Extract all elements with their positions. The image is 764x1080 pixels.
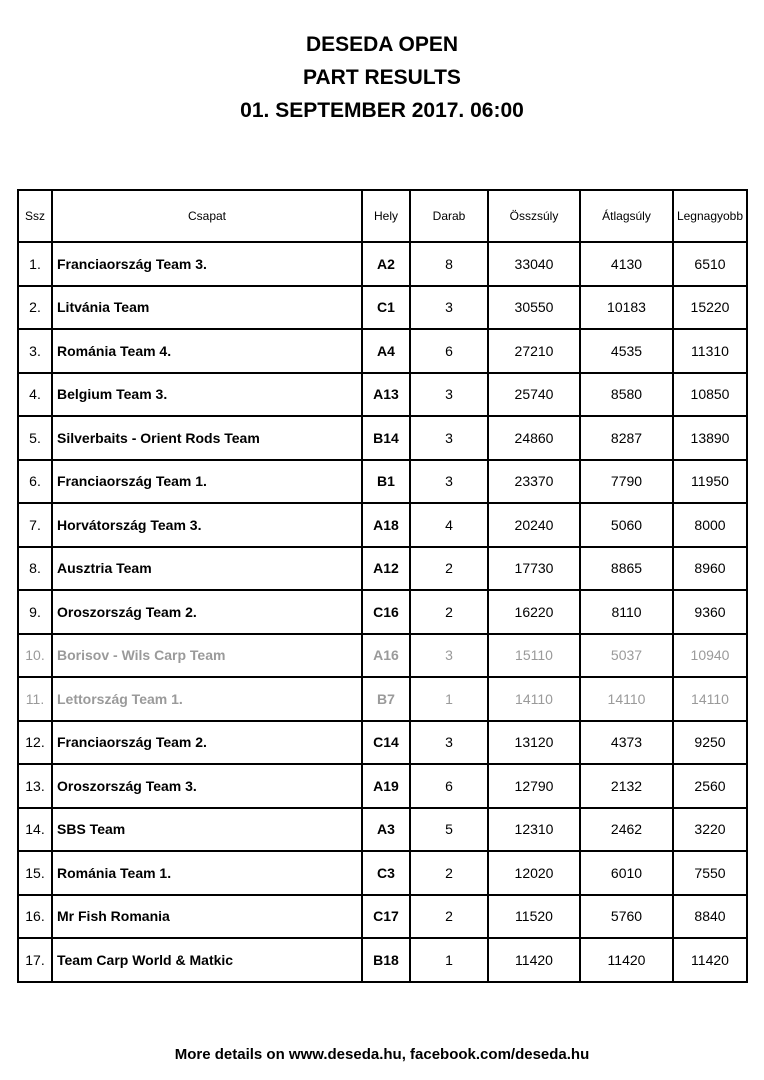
cell-atlagsuly: 5060 — [580, 503, 673, 547]
cell-atlagsuly: 4373 — [580, 721, 673, 765]
table-row — [18, 851, 747, 895]
cell-ssz: 8. — [18, 547, 52, 591]
table-row — [18, 503, 747, 547]
cell-legnagyobb: 2560 — [673, 764, 747, 808]
cell-osszsuly: 13120 — [488, 721, 580, 765]
table-row — [18, 373, 747, 417]
column-header-ssz: Ssz — [18, 190, 52, 242]
cell-darab: 1 — [410, 677, 488, 721]
table-body — [18, 242, 747, 982]
cell-darab: 6 — [410, 764, 488, 808]
column-header-osszsuly: Összsúly — [488, 190, 580, 242]
cell-hely: A2 — [362, 242, 410, 286]
column-header-csapat: Csapat — [52, 190, 362, 242]
cell-atlagsuly: 2462 — [580, 808, 673, 852]
cell-osszsuly: 12020 — [488, 851, 580, 895]
cell-team-name: Borisov - Wils Carp Team — [52, 634, 362, 678]
cell-hely: A3 — [362, 808, 410, 852]
cell-darab: 6 — [410, 329, 488, 373]
cell-team-name: Mr Fish Romania — [52, 895, 362, 939]
cell-hely: A13 — [362, 373, 410, 417]
cell-darab: 2 — [410, 851, 488, 895]
cell-legnagyobb: 15220 — [673, 286, 747, 330]
cell-atlagsuly: 8580 — [580, 373, 673, 417]
table-row — [18, 938, 747, 982]
table-row — [18, 242, 747, 286]
cell-atlagsuly: 5037 — [580, 634, 673, 678]
cell-darab: 2 — [410, 547, 488, 591]
cell-legnagyobb: 10940 — [673, 634, 747, 678]
cell-legnagyobb: 11310 — [673, 329, 747, 373]
table-row — [18, 808, 747, 852]
cell-legnagyobb: 11950 — [673, 460, 747, 504]
cell-darab: 3 — [410, 416, 488, 460]
cell-hely: A12 — [362, 547, 410, 591]
column-header-hely: Hely — [362, 190, 410, 242]
cell-team-name: Franciaország Team 3. — [52, 242, 362, 286]
cell-legnagyobb: 10850 — [673, 373, 747, 417]
cell-hely: B7 — [362, 677, 410, 721]
cell-team-name: SBS Team — [52, 808, 362, 852]
table-row — [18, 329, 747, 373]
results-table — [17, 189, 748, 983]
cell-osszsuly: 24860 — [488, 416, 580, 460]
table-row — [18, 721, 747, 765]
results-datetime: 01. SEPTEMBER 2017. 06:00 — [240, 99, 524, 122]
cell-legnagyobb: 3220 — [673, 808, 747, 852]
cell-hely: C16 — [362, 590, 410, 634]
cell-darab: 3 — [410, 721, 488, 765]
cell-osszsuly: 14110 — [488, 677, 580, 721]
cell-osszsuly: 16220 — [488, 590, 580, 634]
cell-team-name: Litvánia Team — [52, 286, 362, 330]
cell-darab: 3 — [410, 634, 488, 678]
cell-hely: A19 — [362, 764, 410, 808]
cell-atlagsuly: 11420 — [580, 938, 673, 982]
cell-osszsuly: 15110 — [488, 634, 580, 678]
cell-team-name: Franciaország Team 2. — [52, 721, 362, 765]
cell-atlagsuly: 10183 — [580, 286, 673, 330]
table-row — [18, 416, 747, 460]
cell-ssz: 3. — [18, 329, 52, 373]
cell-osszsuly: 20240 — [488, 503, 580, 547]
table-row — [18, 634, 747, 678]
cell-darab: 3 — [410, 373, 488, 417]
cell-ssz: 2. — [18, 286, 52, 330]
cell-team-name: Románia Team 1. — [52, 851, 362, 895]
cell-ssz: 10. — [18, 634, 52, 678]
cell-ssz: 12. — [18, 721, 52, 765]
document-title — [0, 28, 764, 127]
table-row — [18, 677, 747, 721]
cell-legnagyobb: 9250 — [673, 721, 747, 765]
cell-legnagyobb: 8960 — [673, 547, 747, 591]
cell-team-name: Silverbaits - Orient Rods Team — [52, 416, 362, 460]
cell-darab: 2 — [410, 590, 488, 634]
cell-legnagyobb: 9360 — [673, 590, 747, 634]
table-row — [18, 547, 747, 591]
cell-team-name: Románia Team 4. — [52, 329, 362, 373]
cell-legnagyobb: 14110 — [673, 677, 747, 721]
cell-darab: 8 — [410, 242, 488, 286]
cell-legnagyobb: 8840 — [673, 895, 747, 939]
cell-atlagsuly: 8110 — [580, 590, 673, 634]
results-subtitle: PART RESULTS — [303, 66, 461, 89]
cell-ssz: 15. — [18, 851, 52, 895]
cell-hely: A4 — [362, 329, 410, 373]
table-row — [18, 590, 747, 634]
cell-ssz: 7. — [18, 503, 52, 547]
cell-osszsuly: 30550 — [488, 286, 580, 330]
cell-ssz: 17. — [18, 938, 52, 982]
cell-atlagsuly: 5760 — [580, 895, 673, 939]
cell-osszsuly: 12790 — [488, 764, 580, 808]
cell-atlagsuly: 8865 — [580, 547, 673, 591]
cell-ssz: 13. — [18, 764, 52, 808]
cell-hely: B14 — [362, 416, 410, 460]
cell-darab: 2 — [410, 895, 488, 939]
table-row — [18, 460, 747, 504]
cell-darab: 1 — [410, 938, 488, 982]
table-row — [18, 286, 747, 330]
cell-ssz: 4. — [18, 373, 52, 417]
cell-darab: 4 — [410, 503, 488, 547]
cell-atlagsuly: 14110 — [580, 677, 673, 721]
cell-ssz: 1. — [18, 242, 52, 286]
cell-hely: C14 — [362, 721, 410, 765]
cell-atlagsuly: 2132 — [580, 764, 673, 808]
cell-ssz: 5. — [18, 416, 52, 460]
table-header-row — [18, 190, 747, 242]
cell-osszsuly: 27210 — [488, 329, 580, 373]
cell-atlagsuly: 4130 — [580, 242, 673, 286]
cell-darab: 3 — [410, 286, 488, 330]
cell-osszsuly: 11520 — [488, 895, 580, 939]
cell-legnagyobb: 13890 — [673, 416, 747, 460]
cell-hely: C3 — [362, 851, 410, 895]
cell-team-name: Belgium Team 3. — [52, 373, 362, 417]
cell-osszsuly: 25740 — [488, 373, 580, 417]
cell-team-name: Team Carp World & Matkic — [52, 938, 362, 982]
footer-details: More details on www.deseda.hu, facebook.com/deseda.hu — [174, 1046, 590, 1063]
cell-osszsuly: 33040 — [488, 242, 580, 286]
column-header-legnagyobb: Legnagyobb — [673, 190, 747, 242]
cell-atlagsuly: 6010 — [580, 851, 673, 895]
cell-darab: 3 — [410, 460, 488, 504]
cell-team-name: Oroszország Team 2. — [52, 590, 362, 634]
cell-legnagyobb: 7550 — [673, 851, 747, 895]
cell-osszsuly: 17730 — [488, 547, 580, 591]
cell-darab: 5 — [410, 808, 488, 852]
event-name: DESEDA OPEN — [305, 33, 459, 56]
cell-atlagsuly: 8287 — [580, 416, 673, 460]
cell-team-name: Ausztria Team — [52, 547, 362, 591]
cell-ssz: 9. — [18, 590, 52, 634]
cell-atlagsuly: 7790 — [580, 460, 673, 504]
cell-ssz: 11. — [18, 677, 52, 721]
cell-team-name: Franciaország Team 1. — [52, 460, 362, 504]
column-header-darab: Darab — [410, 190, 488, 242]
cell-osszsuly: 12310 — [488, 808, 580, 852]
cell-legnagyobb: 11420 — [673, 938, 747, 982]
cell-legnagyobb: 8000 — [673, 503, 747, 547]
cell-hely: B1 — [362, 460, 410, 504]
cell-hely: C17 — [362, 895, 410, 939]
column-header-atlagsuly: Átlagsúly — [580, 190, 673, 242]
cell-team-name: Horvátország Team 3. — [52, 503, 362, 547]
table-row — [18, 895, 747, 939]
cell-hely: B18 — [362, 938, 410, 982]
cell-osszsuly: 23370 — [488, 460, 580, 504]
cell-ssz: 14. — [18, 808, 52, 852]
table-row — [18, 764, 747, 808]
cell-legnagyobb: 6510 — [673, 242, 747, 286]
cell-hely: A18 — [362, 503, 410, 547]
cell-hely: C1 — [362, 286, 410, 330]
cell-atlagsuly: 4535 — [580, 329, 673, 373]
cell-team-name: Oroszország Team 3. — [52, 764, 362, 808]
cell-ssz: 16. — [18, 895, 52, 939]
cell-ssz: 6. — [18, 460, 52, 504]
cell-osszsuly: 11420 — [488, 938, 580, 982]
cell-team-name: Lettország Team 1. — [52, 677, 362, 721]
cell-hely: A16 — [362, 634, 410, 678]
